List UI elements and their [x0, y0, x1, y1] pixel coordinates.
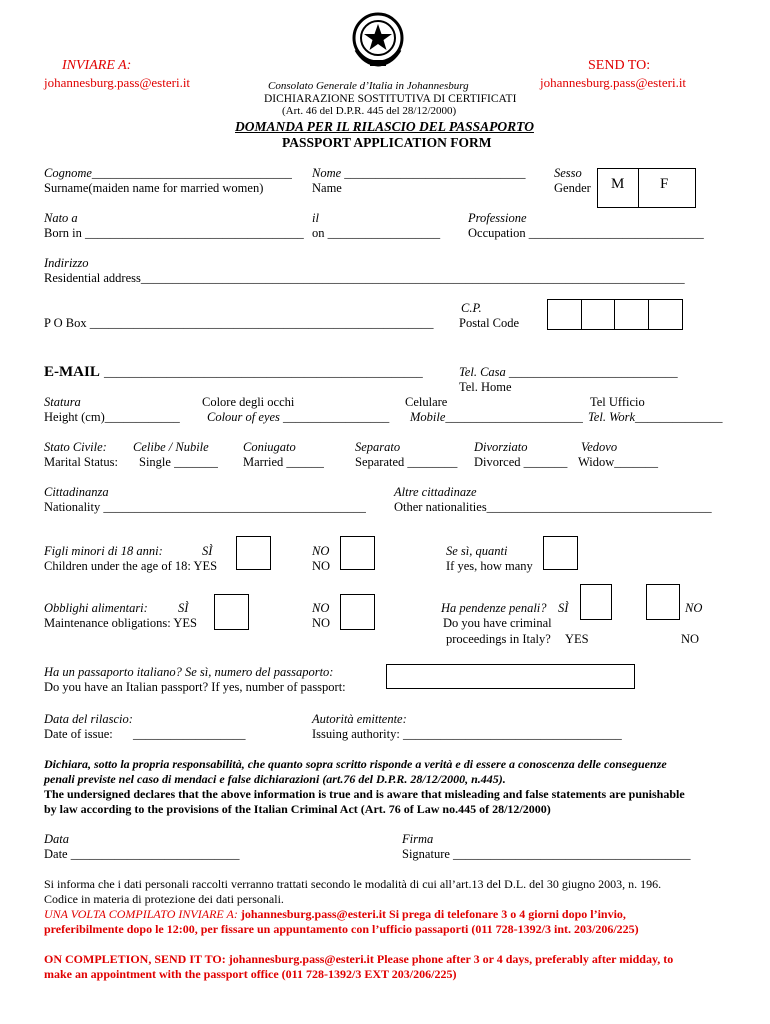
send-to-label-it: INVIARE A: [62, 58, 132, 73]
married-label-it: Coniugato [243, 440, 296, 454]
passport-label-en: Do you have an Italian passport? If yes, number of passport: [44, 680, 346, 694]
maintenance-label-en: Maintenance obligations: YES [44, 616, 197, 630]
criminal-label-it: Ha pendenze penali? [441, 601, 547, 615]
nationality-field[interactable]: Nationality __________________________________________ [44, 500, 366, 514]
criminal-yes-it: SÌ [558, 601, 569, 615]
separated-field[interactable]: Separated ________ [355, 455, 458, 469]
instructions-it-rest: johannesburg.pass@esteri.it Si prega di telefonare 3 o 4 giorni dopo l’invio, [237, 907, 626, 921]
issuing-authority-label-it: Autorità emittente: [312, 712, 407, 726]
gender-option-f[interactable]: F [660, 176, 669, 192]
issue-date-label-it: Data del rilascio: [44, 712, 133, 726]
mobile-field[interactable]: Mobile______________________ [410, 410, 583, 424]
sex-label-it: Sesso [554, 166, 582, 180]
height-field[interactable]: Height (cm)____________ [44, 410, 180, 424]
issue-date-field[interactable]: __________________ [133, 727, 246, 741]
birthplace-label-it: Nato a [44, 211, 78, 225]
sex-label-en: Gender [554, 181, 591, 195]
postal-code-boxes[interactable] [547, 299, 683, 330]
privacy-note-line1: Si informa che i dati personali raccolti verranno trattati secondo le modalità di cui all’art.13 del D.L. del 30 giugno 2003, n. 196. [44, 877, 662, 891]
eye-colour-label-it: Colore degli occhi [202, 395, 295, 409]
gender-option-m[interactable]: M [611, 176, 625, 192]
single-label-it: Celibe / Nubile [133, 440, 209, 454]
children-label-en: Children under the age of 18: YES [44, 559, 218, 573]
surname-label-it[interactable]: Cognome________________________________ [44, 166, 292, 180]
married-field[interactable]: Married ______ [243, 455, 324, 469]
other-nationality-field[interactable]: Other nationalities____________________________________ [394, 500, 712, 514]
po-box-field[interactable]: P O Box _______________________________________________________ [44, 316, 434, 330]
children-no-it: NO [312, 544, 330, 558]
law-reference: (Art. 46 del D.P.R. 445 del 28/12/2000) [282, 105, 457, 117]
occupation-field[interactable]: Occupation ____________________________ [468, 226, 704, 240]
mobile-label-it: Celulare [405, 395, 448, 409]
occupation-label-it: Professione [468, 211, 527, 225]
children-yes-checkbox[interactable] [236, 536, 271, 570]
instructions-it-label: UNA VOLTA COMPILATO INVIARE A: [44, 907, 238, 921]
send-to-email-left[interactable]: johannesburg.pass@esteri.it [44, 75, 191, 90]
criminal-yes-checkbox[interactable] [580, 584, 612, 620]
widow-field[interactable]: Widow_______ [578, 455, 659, 469]
gender-divider [638, 168, 639, 208]
divorced-label-it: Divorziato [474, 440, 528, 454]
maintenance-yes-checkbox[interactable] [214, 594, 249, 630]
maintenance-no-it: NO [312, 601, 330, 615]
home-phone-label-it[interactable]: Tel. Casa ___________________________ [459, 365, 678, 379]
single-field[interactable]: Single _______ [139, 455, 218, 469]
consulate-name: Consolato Generale d’Italia in Johannesburg [268, 80, 469, 92]
work-phone-field[interactable]: Tel. Work______________ [588, 410, 723, 424]
email-field[interactable]: ___________________________________________________ [104, 365, 423, 379]
form-title-en: PASSPORT APPLICATION FORM [282, 135, 492, 150]
signature-field[interactable]: Signature ______________________________________ [402, 847, 691, 861]
signature-label-it: Firma [402, 832, 434, 846]
children-no-checkbox[interactable] [340, 536, 375, 570]
birthplace-field[interactable]: Born in ___________________________________ [44, 226, 304, 240]
address-label-it: Indirizzo [44, 256, 89, 270]
children-count-label-en: If yes, how many [446, 559, 533, 573]
maintenance-no-en: NO [312, 616, 331, 630]
maintenance-yes-it: SÌ [178, 601, 189, 615]
instructions-it-line1 [44, 907, 626, 922]
passport-number-field[interactable] [386, 664, 635, 689]
address-field[interactable]: Residential address_______________________________________________________________________________________ [44, 271, 685, 285]
postal-code-label-en: Postal Code [459, 316, 520, 330]
maintenance-no-checkbox[interactable] [340, 594, 375, 630]
children-no-en: NO [312, 559, 331, 573]
passport-label-it: Ha un passaporto italiano? Se sì, numero del passaporto: [44, 665, 334, 679]
postal-code-divider [581, 299, 582, 330]
signature-date-label-it: Data [44, 832, 69, 846]
criminal-label-en-2: proceedings in Italy? [446, 632, 551, 646]
criminal-no-checkbox[interactable] [646, 584, 680, 620]
name-label-it[interactable]: Nome _____________________________ [312, 166, 526, 180]
birthdate-field[interactable]: on __________________ [312, 226, 441, 240]
instructions-en-line1: ON COMPLETION, SEND IT TO: johannesburg.pass@esteri.it Please phone after 3 or 4 days, preferably after midday, to [44, 952, 674, 966]
criminal-no-it: NO [685, 601, 703, 615]
children-count-box[interactable] [543, 536, 578, 570]
declaration-en-line2: by law according to the provisions of the Italian Criminal Act (Art. 76 of Law no.445 of 28/12/2000) [44, 802, 551, 816]
postal-code-divider [648, 299, 649, 330]
declaration-it-line1: Dichiara, sotto la propria responsabilità, che quanto sopra scritto risponde a verità e di essere a conoscenza delle conseguenze [44, 757, 667, 771]
separated-label-it: Separato [355, 440, 401, 454]
children-label-it: Figli minori di 18 anni: [44, 544, 163, 558]
divorced-field[interactable]: Divorced _______ [474, 455, 568, 469]
children-yes-it: SÌ [202, 544, 213, 558]
name-label-en: Name [312, 181, 342, 195]
issue-date-label-en: Date of issue: [44, 727, 113, 741]
postal-code-divider [614, 299, 615, 330]
work-phone-label-it: Tel Ufficio [590, 395, 645, 409]
height-label-it: Statura [44, 395, 81, 409]
form-title-it: DOMANDA PER IL RILASCIO DEL PASSAPORTO [235, 119, 534, 134]
eye-colour-field[interactable]: Colour of eyes _________________ [207, 410, 390, 424]
instructions-it-line2: preferibilmente dopo le 12:00, per fissare un appuntamento con l’ufficio passaporti (011 728-1392/3 int. 203/206/225) [44, 922, 639, 936]
postal-code-label-it: C.P. [461, 301, 482, 315]
italian-republic-emblem-icon [350, 10, 406, 68]
nationality-label-it: Cittadinanza [44, 485, 109, 499]
instructions-en-line2: make an appointment with the passport office (011 728-1392/3 EXT 203/206/225) [44, 967, 457, 981]
send-to-label-en: SEND TO: [588, 58, 651, 73]
criminal-yes-en: YES [565, 632, 589, 646]
criminal-label-en-1: Do you have criminal [443, 616, 552, 630]
criminal-no-en: NO [681, 632, 700, 646]
declaration-it-line2: penali previste nel caso di mendaci e false dichiarazioni (art.76 del D.P.R. 28/12/2000, n.445). [44, 772, 506, 786]
signature-date-field[interactable]: Date ___________________________ [44, 847, 240, 861]
marital-status-label-en: Marital Status: [44, 455, 118, 469]
other-nationality-label-it: Altre cittadinaze [394, 485, 477, 499]
declaration-heading: DICHIARAZIONE SOSTITUTIVA DI CERTIFICATI [264, 93, 517, 105]
email-label: E-MAIL [44, 364, 100, 380]
children-count-label-it: Se sì, quanti [446, 544, 508, 558]
declaration-en-line1: The undersigned declares that the above information is true and is aware that misleading and false statements are punishable [44, 787, 685, 801]
marital-status-label-it: Stato Civile: [44, 440, 107, 454]
send-to-email-right[interactable]: johannesburg.pass@esteri.it [540, 75, 687, 90]
surname-label-en: Surname(maiden name for married women) [44, 181, 264, 195]
home-phone-label-en: Tel. Home [459, 380, 512, 394]
widow-label-it: Vedovo [581, 440, 618, 454]
privacy-note-line2: Codice in materia di protezione dei dati personali. [44, 892, 284, 906]
maintenance-label-it: Obblighi alimentari: [44, 601, 148, 615]
issuing-authority-field[interactable]: Issuing authority: ___________________________________ [312, 727, 622, 741]
birthdate-label-it: il [312, 211, 319, 225]
